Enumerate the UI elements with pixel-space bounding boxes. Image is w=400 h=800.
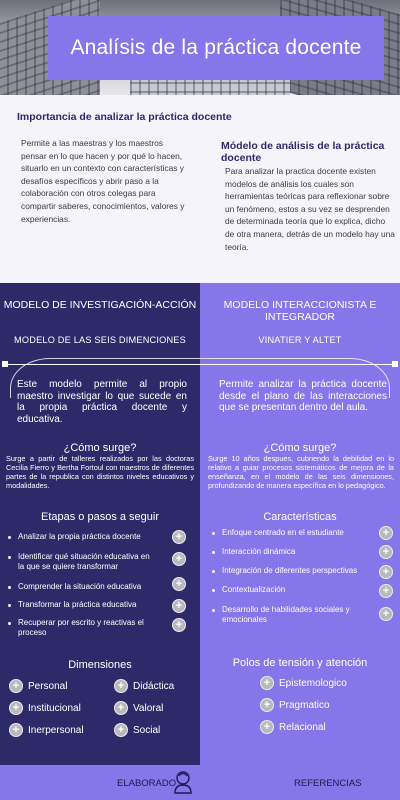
list-item: Contextualización [212, 585, 377, 605]
plus-circle-icon[interactable]: + [379, 607, 393, 621]
title-band [48, 16, 384, 80]
bullet [8, 604, 11, 607]
plus-circle-icon[interactable]: + [9, 679, 23, 693]
bullet [8, 556, 11, 559]
importance-heading: Importancia de analizar la práctica docente [17, 111, 232, 123]
plus-circle-icon[interactable]: + [172, 577, 186, 591]
list-item: Analizar la propia práctica docente [8, 532, 158, 552]
plus-circle-icon[interactable]: + [172, 618, 186, 632]
left-model-title: MODELO DE INVESTIGACIÓN-ACCIÓN [3, 299, 197, 311]
importance-text: Permite a las maestras y los maestros pensar en lo que hacen y por qué lo hacen, situarlo en un contexto con características y desafíos específicos y abrir paso a la colaboración con otros colegas para compartir saberes, conocimientos, valores y experiencias. [21, 138, 185, 224]
bullet [212, 609, 215, 612]
page-title: Analísis de la práctica docente [70, 36, 362, 59]
plus-circle-icon[interactable]: + [9, 701, 23, 715]
list-item: Recuperar por escrito y reactivas el proceso [8, 618, 158, 642]
author-label: ELABORADO [117, 778, 177, 789]
dimensions-heading: Dimensiones [68, 659, 132, 671]
right-model-title: MODELO INTERACCIONISTA E INTEGRADOR [223, 299, 377, 323]
list-item: Enfoque centrado en el estudiante [212, 528, 377, 547]
plus-circle-icon[interactable]: + [172, 599, 186, 613]
intro-section [0, 95, 400, 283]
plus-circle-icon[interactable]: + [379, 584, 393, 598]
steps-list [8, 532, 158, 642]
plus-circle-icon[interactable]: + [172, 552, 186, 566]
plus-circle-icon[interactable]: + [114, 701, 128, 715]
bullet [212, 532, 215, 535]
right-origin-text: Surge 10 años despues, cubriendo la debilidad en lo relativo a guiar procesos sistemáticos de mejora de la enseñanza, en el modelo de las seis dimensiones, profundizando de manera específica en lo pedagógico. [208, 454, 394, 490]
model-analysis-heading: Módelo de análisis de la práctica docente [221, 140, 385, 164]
steps-heading: Etapas o pasos a seguir [40, 511, 160, 523]
plus-circle-icon[interactable]: + [260, 676, 274, 690]
bullet [8, 622, 11, 625]
features-heading: Características [263, 511, 337, 523]
plus-circle-icon[interactable]: + [172, 530, 186, 544]
list-item: Comprender la situación educativa [8, 582, 158, 600]
plus-circle-icon[interactable]: + [114, 723, 128, 737]
right-model-subtitle: VINATIER Y ALTET [258, 335, 342, 345]
plus-circle-icon[interactable]: + [260, 720, 274, 734]
right-description: Permite analizar la práctica docente desde el plano de las interacciones que se presentan dentro del aula. [219, 379, 387, 413]
right-origin-heading: ¿Cómo surge? [263, 442, 337, 454]
action-research-column [0, 283, 200, 765]
pole-epistemologico[interactable]: + Epistemologico [260, 676, 347, 690]
person-icon [173, 770, 193, 794]
model-analysis-text: Para analizar la practica docente existen modelos de análisis los cuales son herramientas teóricas para reflexionar sobre un fenómeno, estos a su vez se desprenden de determinada teoría que lo explica, dicho de otra manera, detrás de un modelo hay una teoría. [225, 166, 395, 252]
left-origin-text: Surge a partir de talleres realizados por las doctoras Cecilia Fierro y Bertha Fortoul con maestros de diferentes partes de la republica con distintos niveles educativos y modalidades. [6, 454, 194, 490]
footer [0, 765, 400, 800]
list-item: Interacción dinámica [212, 547, 377, 566]
pole-pragmatico[interactable]: + Pragmatico [260, 698, 330, 712]
divider-line [4, 364, 396, 365]
references-label: REFERENCIAS [294, 778, 362, 789]
left-description: Este modelo permite al propio maestro investigar lo que sucede en la propia práctica docente y educativa. [17, 379, 187, 425]
plus-circle-icon[interactable]: + [379, 545, 393, 559]
bullet [212, 570, 215, 573]
plus-circle-icon[interactable]: + [379, 526, 393, 540]
references-button[interactable] [200, 765, 400, 800]
plus-circle-icon[interactable]: + [114, 679, 128, 693]
plus-circle-icon[interactable]: + [379, 565, 393, 579]
author-button[interactable] [0, 765, 200, 800]
bullet [212, 551, 215, 554]
plus-circle-icon[interactable]: + [9, 723, 23, 737]
dimension-valoral[interactable]: + Valoral [114, 701, 163, 715]
dimension-didactica[interactable]: + Didáctica [114, 679, 174, 693]
dimension-institucional[interactable]: + Institucional [9, 701, 81, 715]
left-origin-heading: ¿Cómo surge? [63, 442, 137, 454]
pole-relacional[interactable]: + Relacional [260, 720, 326, 734]
dimension-interpersonal[interactable]: + Inerpersonal [9, 723, 84, 737]
list-item: Desarrollo de habilidades sociales y emocionales [212, 605, 377, 629]
poles-heading: Polos de tensión y atención [232, 657, 368, 669]
dimension-social[interactable]: + Social [114, 723, 160, 737]
bullet [8, 536, 11, 539]
left-model-subtitle: MODELO DE LAS SEIS DIMENCIONES [14, 335, 186, 345]
list-item: Identificar qué situación educativa en la que se quiere transformar [8, 552, 158, 582]
interactionist-column [200, 283, 400, 765]
header-banner [0, 0, 400, 95]
divider-endpoint [392, 361, 398, 367]
features-list [212, 528, 377, 629]
divider-endpoint [2, 361, 8, 367]
bullet [212, 589, 215, 592]
list-item: Transformar la práctica educativa [8, 600, 158, 618]
list-item: Integración de diferentes perspectivas [212, 566, 377, 585]
bullet [8, 586, 11, 589]
dimension-personal[interactable]: + Personal [9, 679, 67, 693]
plus-circle-icon[interactable]: + [260, 698, 274, 712]
